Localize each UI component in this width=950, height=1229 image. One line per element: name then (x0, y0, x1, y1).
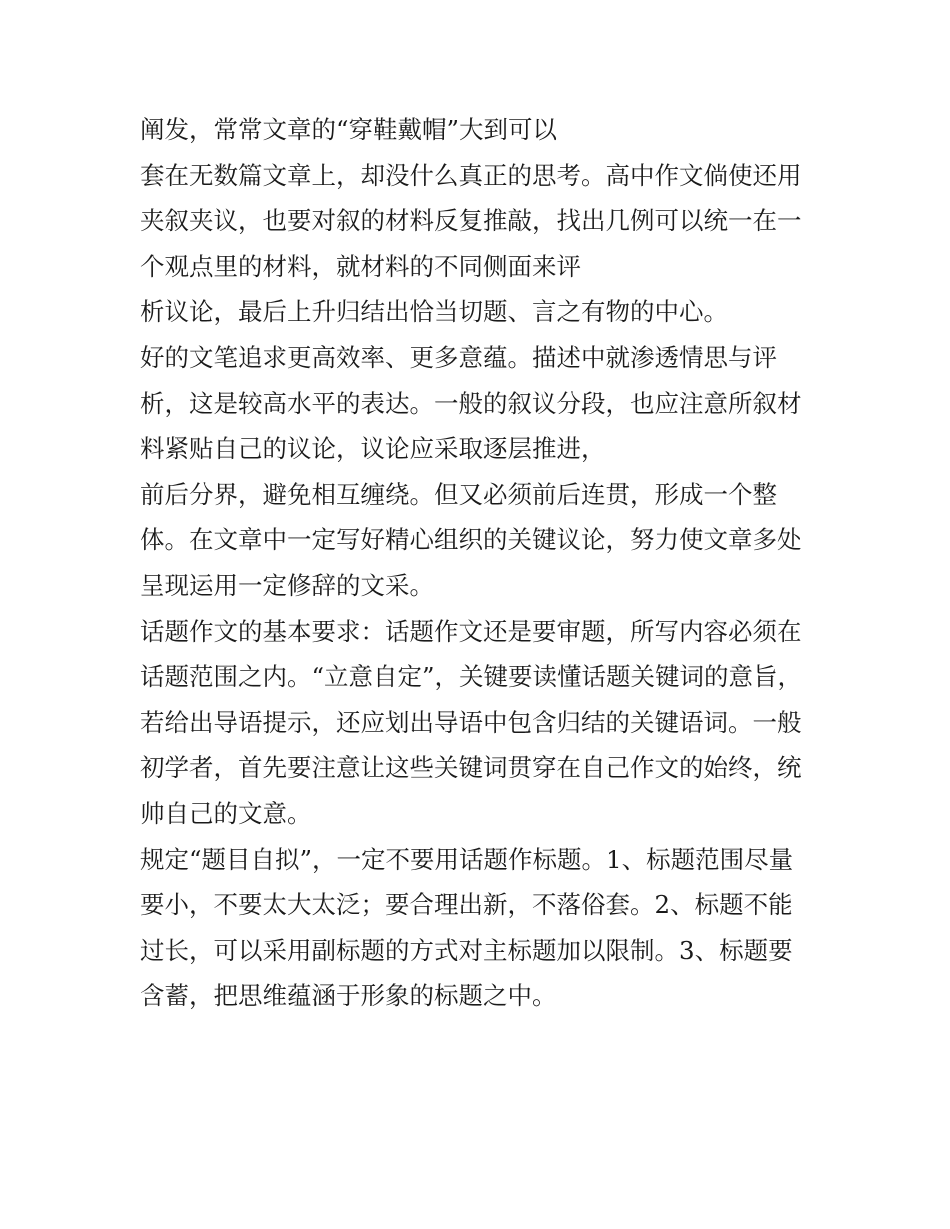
text-line: 帅自己的文意。 (140, 798, 312, 828)
text-line: 个观点里的材料，就材料的不同侧面来评 (140, 251, 581, 281)
body-text (140, 107, 840, 1019)
text-line: 过长，可以采用副标题的方式对主标题加以限制。3、标题要 (140, 935, 793, 965)
text-line: 析，这是较高水平的表达。一般的叙议分段，也应注意所叙材 (140, 388, 802, 418)
text-line: 前后分界，避免相互缠绕。但又必须前后连贯，形成一个整 (140, 479, 777, 509)
text-line: 呈现运用一定修辞的文采。 (140, 570, 434, 600)
text-line: 好的文笔追求更高效率、更多意蕴。描述中就渗透情思与评 (140, 342, 777, 372)
text-line: 含蓄，把思维蕴涵于形象的标题之中。 (140, 981, 557, 1011)
text-line: 话题范围之内。“立意自定”，关键要读懂话题关键词的意旨， (140, 662, 803, 692)
text-line: 夹叙夹议，也要对叙的材料反复推敲，找出几例可以统一在一 (140, 206, 802, 236)
text-line: 套在无数篇文章上，却没什么真正的思考。高中作文倘使还用 (140, 160, 802, 190)
text-line: 若给出导语提示，还应划出导语中包含归结的关键语词。一般 (140, 707, 802, 737)
text-line: 规定“题目自拟”，一定不要用话题作标题。1、标题范围尽量 (140, 844, 794, 874)
text-line: 料紧贴自己的议论，议论应采取逐层推进， (140, 434, 606, 464)
text-line: 初学者，首先要注意让这些关键词贯穿在自己作文的始终，统 (140, 753, 802, 783)
text-line: 阐发，常常文章的“穿鞋戴帽”大到可以 (140, 115, 558, 144)
text-line: 体。在文章中一定写好精心组织的关键议论，努力使文章多处 (140, 525, 802, 555)
text-line: 话题作文的基本要求：话题作文还是要审题，所写内容必须在 (140, 616, 802, 646)
text-line: 要小，不要太大太泛；要合理出新，不落俗套。2、标题不能 (140, 890, 793, 920)
text-line: 析议论，最后上升归结出恰当切题、言之有物的中心。 (140, 297, 728, 327)
